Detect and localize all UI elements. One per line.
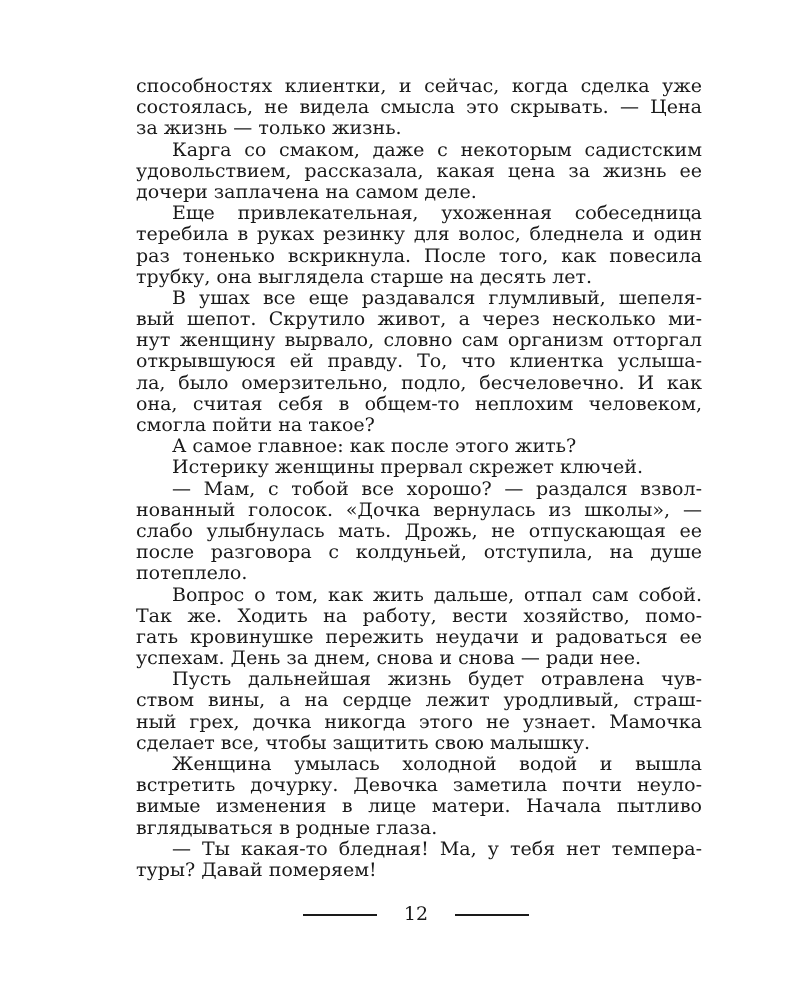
footer-rule-right — [455, 914, 529, 916]
text-line: Женщина умылась холодной водой и вышла — [172, 753, 702, 775]
text-line: вглядываться в родные глаза. — [136, 816, 438, 839]
footer-rule-left — [303, 914, 377, 916]
text-line: Карга со смаком, даже с некоторым садистским — [172, 138, 702, 161]
page-number: 12 — [403, 903, 429, 925]
text-line: трубку, она выглядела старше на десять лет. — [136, 265, 593, 288]
paragraph — [136, 754, 702, 839]
paragraph — [136, 839, 702, 881]
page-footer — [0, 902, 800, 926]
paragraph — [136, 76, 702, 140]
paragraph — [136, 669, 702, 754]
text-line: ством вины, а на сердце лежит уродливый, страш- — [136, 689, 702, 712]
text-line: — Ты какая-то бледная! Ма, у тебя нет темпера- — [172, 837, 702, 860]
paragraph — [136, 479, 702, 585]
text-line: Истерику женщины прервал скрежет ключей. — [172, 456, 643, 479]
text-line: Пусть дальнейшая жизнь будет отравлена чув- — [172, 668, 702, 691]
paragraph — [136, 203, 702, 288]
text-line: успехам. День за днем, снова и снова — ради нее. — [136, 647, 642, 670]
text-line: встретить дочурку. Девочка заметила почти неуло- — [136, 774, 702, 797]
text-line: А самое главное: как после этого жить? — [172, 435, 577, 458]
body-text — [136, 76, 702, 881]
text-line: за жизнь — только жизнь. — [136, 117, 402, 140]
text-line: нут женщину вырвало, словно сам организм отторгал — [136, 329, 702, 352]
text-line: состоялась, не видела смысла это скрывать. — Цена — [136, 96, 702, 119]
text-line: раз тоненько вскрикнула. После того, как повесила — [136, 244, 702, 267]
text-line: теребила в руках резинку для волос, бледнела и один — [136, 223, 702, 246]
text-line: сделает все, чтобы защитить свою малышку. — [136, 731, 591, 754]
text-line: гать кровинушке пережить неудачи и радоваться ее — [136, 625, 702, 648]
text-line: вимые изменения в лице матери. Начала пытливо — [136, 795, 702, 818]
text-line: удовольствием, рассказала, какая цена за жизнь ее — [136, 159, 702, 182]
text-line: смогла пойти на такое? — [136, 414, 375, 436]
paragraph — [136, 288, 702, 436]
text-line: дочери заплачена на самом деле. — [136, 180, 477, 203]
paragraph — [136, 140, 702, 204]
text-line: Так же. Ходить на работу, вести хозяйство, помо- — [136, 604, 702, 627]
text-line: способностях клиентки, и сейчас, когда сделка уже — [136, 75, 702, 97]
text-line: вый шепот. Скрутило живот, а через несколько ми- — [136, 308, 702, 331]
text-line: потеплело. — [136, 562, 248, 585]
text-line: после разговора с колдуньей, отступила, на душе — [136, 541, 702, 564]
text-line: Еще привлекательная, ухоженная собеседница — [172, 202, 702, 225]
text-line: она, считая себя в общем-то неплохим человеком, — [136, 392, 702, 415]
text-line: туры? Давай померяем! — [136, 858, 377, 881]
text-line: нованный голосок. «Дочка вернулась из школы», — — [136, 498, 702, 521]
text-line: Вопрос о том, как жить дальше, отпал сам собой. — [172, 583, 702, 606]
paragraph — [136, 436, 702, 457]
text-line: В ушах все еще раздавался глумливый, шепеля- — [172, 286, 702, 309]
paragraph — [136, 457, 702, 478]
text-line: ла, было омерзительно, подло, бесчеловечно. И как — [136, 371, 702, 394]
text-line: — Мам, с тобой все хорошо? — раздался взвол- — [172, 477, 702, 500]
paragraph — [136, 585, 702, 670]
text-line: слабо улыбнулась мать. Дрожь, не отпускающая ее — [136, 519, 702, 542]
text-line: открывшуюся ей правду. То, что клиентка услыша- — [136, 350, 702, 373]
text-line: ный грех, дочка никогда этого не узнает. Мамочка — [136, 710, 702, 733]
